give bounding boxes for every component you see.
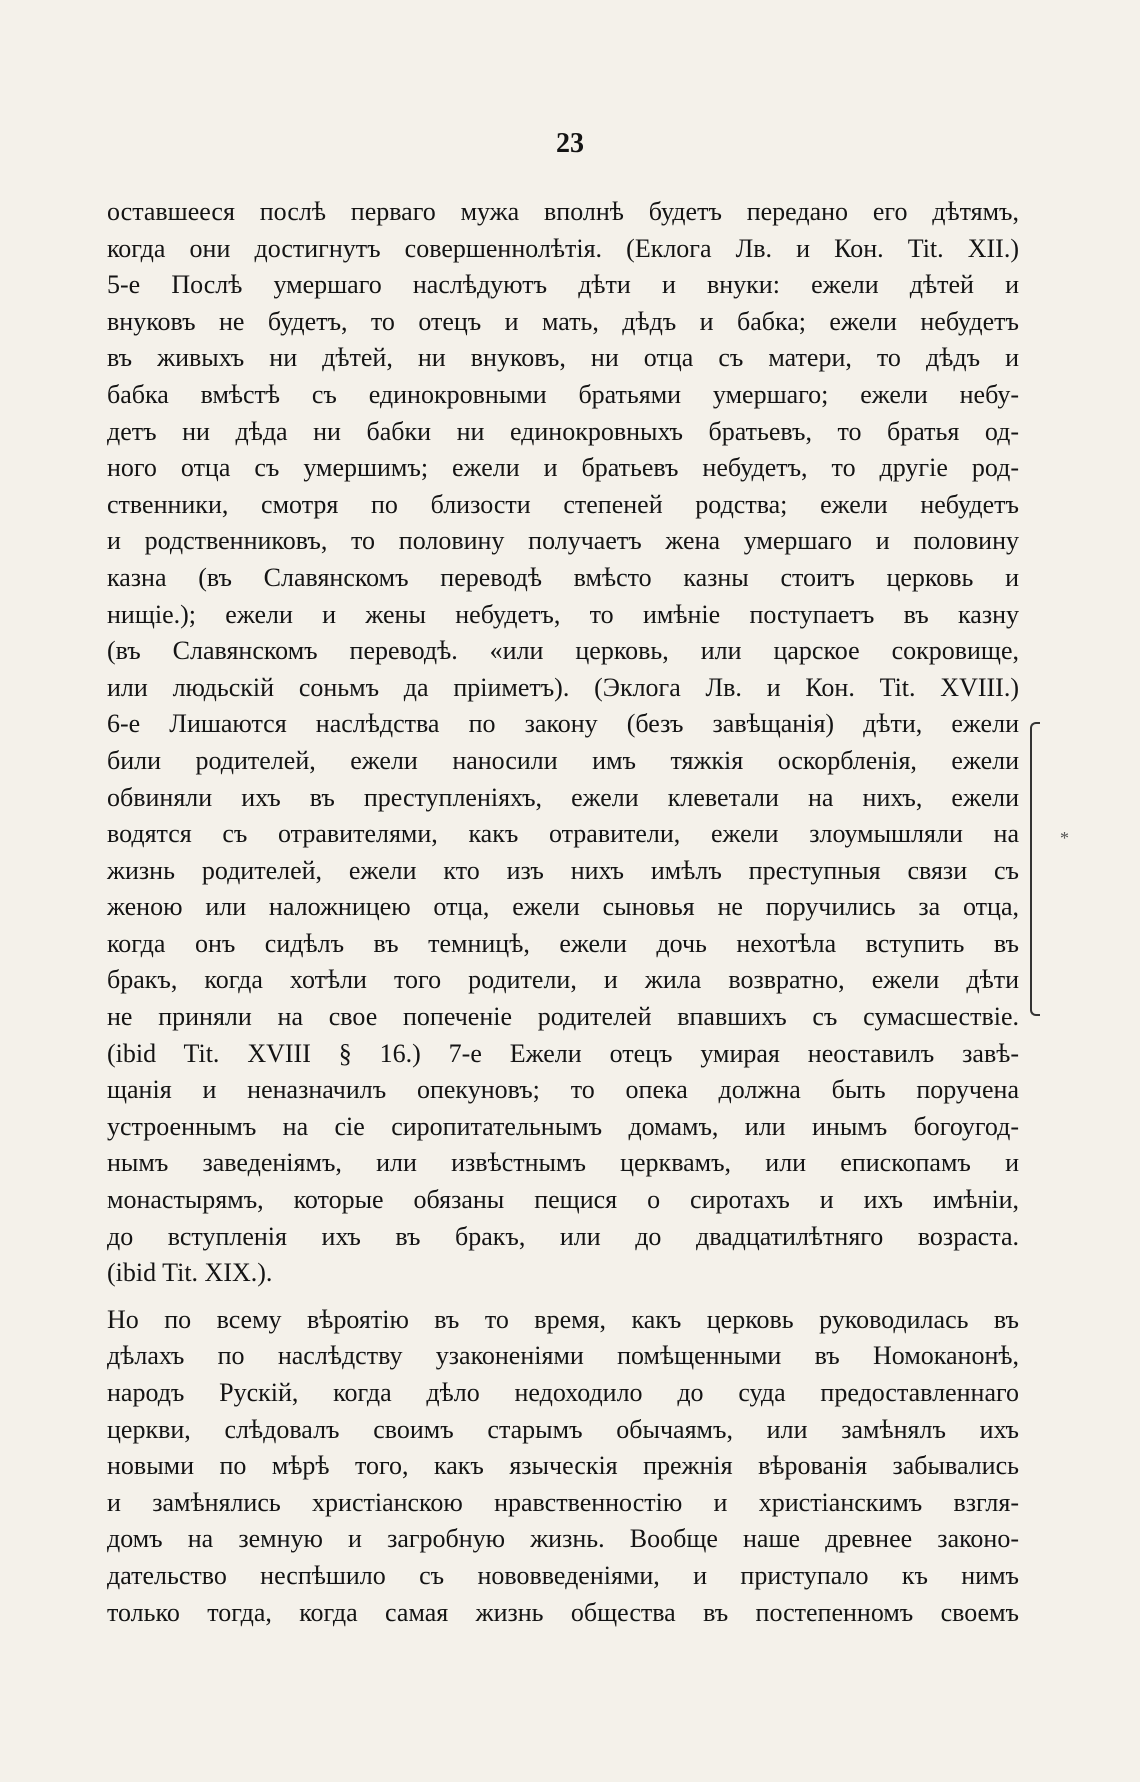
text-line: жизнь родителей, ежели кто изъ нихъ имѣлъ преступныя связи съ [107,855,1019,885]
text-line: народъ Рускій, когда дѣло недоходило до суда предоставленнаго [107,1378,1019,1407]
text-line: детъ ни дѣда ни бабки ни единокровныхъ братьевъ, то братья од- [107,416,1019,446]
paragraph [107,194,1019,1292]
text-line: (въ Славянскомъ переводѣ. «или церковь, или царское сокровище, [107,636,1019,666]
text-line: бабка вмѣстѣ съ единокровными братьями умершаго; ежели небу- [107,379,1019,409]
margin-mark: * [1060,828,1069,848]
text-line: (ibid Tit. XVIII § 16.) 7-е Ежели отецъ умирая неоставилъ завѣ- [107,1038,1019,1068]
text-line: (ibid Tit. XIX.). [107,1258,273,1288]
text-line: и родственниковъ, то половину получаетъ жена умершаго и половину [107,526,1019,556]
text-line: 5-е Послѣ умершаго наслѣдуютъ дѣти и внуки: ежели дѣтей и [107,270,1019,300]
text-line: щанія и неназначилъ опекуновъ; то опека должна быть поручена [107,1075,1019,1105]
text-line: нищіе.); ежели и жены небудетъ, то имѣніе поступаетъ въ казну [107,599,1019,629]
margin-bracket [1030,722,1040,1016]
text-line: бракъ, когда хотѣли того родители, и жила возвратно, ежели дѣти [107,965,1019,995]
text-line: до вступленія ихъ въ бракъ, или до двадцатилѣтняго возраста. [107,1221,1019,1251]
text-line: казна (въ Славянскомъ переводѣ вмѣсто казны стоитъ церковь и [107,562,1019,592]
text-line: оставшееся послѣ перваго мужа вполнѣ будетъ передано его дѣтямъ, [107,197,1019,226]
text-line: не приняли на свое попеченіе родителей впавшихъ съ сумасшествіе. [107,1002,1019,1032]
text-line: внуковъ не будетъ, то отецъ и мать, дѣдъ и бабка; ежели небудетъ [107,306,1019,336]
text-line: новыми по мѣрѣ того, какъ языческія прежнія вѣрованія забывались [107,1451,1019,1481]
text-line: дѣлахъ по наслѣдству узаконеніями помѣщенными въ Номоканонѣ, [107,1341,1019,1371]
text-line: ного отца съ умершимъ; ежели и братьевъ небудетъ, то другіе род- [107,453,1019,483]
paragraph [107,1302,1019,1631]
text-line: водятся съ отравителями, какъ отравители, ежели злоумышляли на [107,819,1019,849]
text-line: били родителей, ежели наносили имъ тяжкія оскорбленія, ежели [107,745,1019,775]
text-line: или людьскій соньмъ да пріиметъ). (Эклога Лв. и Кон. Tit. XVIII.) [107,672,1019,702]
page-body [107,194,1019,1631]
text-line: нымъ заведеніямъ, или извѣстнымъ церквамъ, или епископамъ и [107,1148,1019,1178]
text-line: и замѣнялись христіанскою нравственностію и христіанскимъ взгля- [107,1487,1019,1517]
text-line: женою или наложницею отца, ежели сыновья не поручились за отца, [107,892,1019,922]
text-line: 6-е Лишаются наслѣдства по закону (безъ завѣщанія) дѣти, ежели [107,709,1019,739]
text-line: домъ на земную и загробную жизнь. Вообще наше древнее законо- [107,1524,1019,1554]
text-line: Но по всему вѣроятію въ то время, какъ церковь руководилась въ [107,1304,1019,1334]
text-line: ственники, смотря по близости степеней родства; ежели небудетъ [107,489,1019,519]
paragraph-gap [107,1292,1019,1302]
text-line: въ живыхъ ни дѣтей, ни внуковъ, ни отца съ матери, то дѣдъ и [107,343,1019,373]
text-line: устроеннымъ на сіе сиропитательнымъ домамъ, или инымъ богоугод- [107,1111,1019,1141]
text-line: только тогда, когда самая жизнь общества въ постепенномъ своемъ [107,1597,1019,1627]
text-line: когда они достигнутъ совершеннолѣтія. (Еклога Лв. и Кон. Tit. XII.) [107,233,1019,263]
page-number: 23 [556,128,584,159]
text-line: обвиняли ихъ въ преступленіяхъ, ежели клеветали на нихъ, ежели [107,782,1019,812]
text-line: дательство неспѣшило съ нововведеніями, и приступало къ нимъ [107,1560,1019,1590]
text-line: монастырямъ, которые обязаны пещися о сиротахъ и ихъ имѣніи, [107,1185,1019,1215]
text-line: церкви, слѣдовалъ своимъ старымъ обычаямъ, или замѣнялъ ихъ [107,1414,1019,1444]
text-line: когда онъ сидѣлъ въ темницѣ, ежели дочь нехотѣла вступить въ [107,928,1019,958]
